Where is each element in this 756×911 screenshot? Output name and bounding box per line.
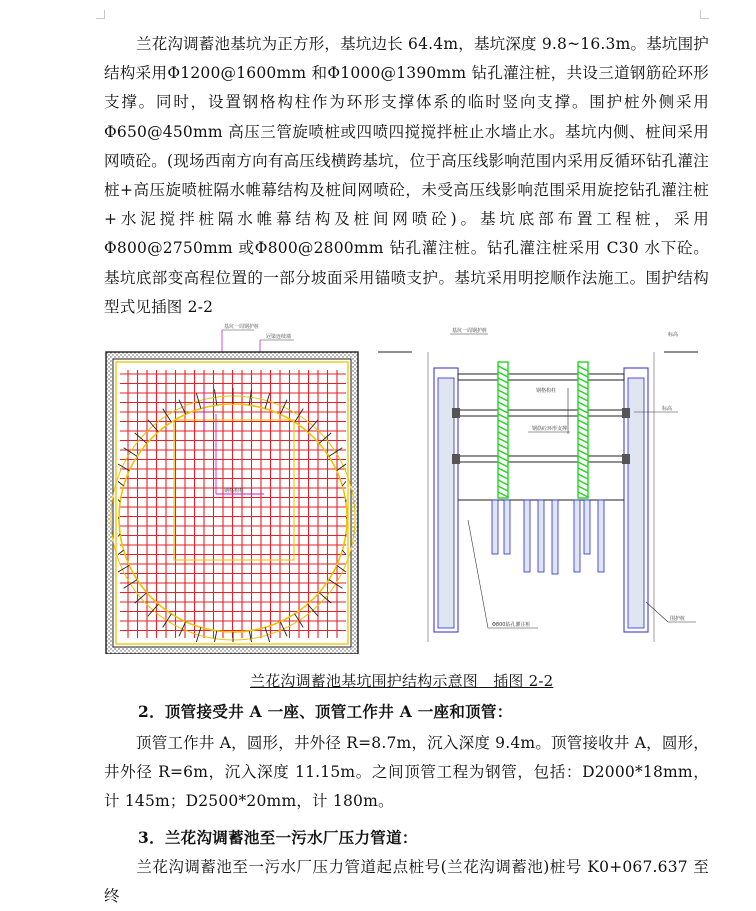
plan-view-drawing (104, 322, 366, 654)
page-margin-mark-left (96, 10, 105, 19)
body-paragraph-1 (104, 30, 709, 322)
svg-text:钢筋砼环形支撑: 钢筋砼环形支撑 (532, 425, 567, 432)
svg-text:Φ800钻孔灌注桩: Φ800钻孔灌注桩 (492, 621, 530, 628)
svg-text:基坑一周钢护桩: 基坑一周钢护桩 (224, 323, 259, 330)
figure-caption: 兰花沟调蓄池基坑围护结构示意图 插图 2-2 (250, 670, 553, 691)
svg-text:标高: 标高 (668, 331, 678, 338)
body-paragraph-2 (104, 729, 709, 817)
page-margin-mark-right (700, 10, 709, 19)
svg-text:围护桩: 围护桩 (670, 615, 685, 622)
section-view-drawing (378, 322, 698, 667)
section-heading-2: 2．顶管接受井 A 一座、顶管工作井 A 一座和顶管： (138, 700, 513, 722)
svg-text:钢格构柱: 钢格构柱 (224, 487, 244, 494)
paragraph-3-text: 兰花沟调蓄池至一污水厂压力管道起点桩号(兰花沟调蓄池)桩号 K0+067.637 至终 (104, 858, 709, 905)
section-heading-3: 3．兰花沟调蓄池至一污水厂压力管道： (138, 826, 418, 848)
svg-text:标高: 标高 (662, 405, 672, 412)
paragraph-2-text: 顶管工作井 A，圆形，井外径 R=8.7m，沉入深度 9.4m。顶管接收井 A，圆形，井外径 R=6m，沉入深度 11.15m。之间顶管工程为钢管，包括：D2000*18mm，计 145m；D2500*20mm，计 180m。 (104, 734, 709, 810)
svg-text:基坑一周钢护桩: 基坑一周钢护桩 (452, 327, 487, 334)
svg-text:冠梁连续墙: 冠梁连续墙 (266, 333, 291, 340)
svg-text:钢格构柱: 钢格构柱 (536, 387, 556, 394)
paragraph-1-text: 兰花沟调蓄池基坑为正方形，基坑边长 64.4m，基坑深度 9.8~16.3m。基坑围护结构采用Φ1200@1600mm 和Φ1000@1390mm 钻孔灌注桩，共设三道钢筋砼环形支撑。同时，设置钢格构柱作为环形支撑体系的临时竖向支撑。围护桩外侧采用Φ650@450mm 高压三管旋喷桩或四喷四搅搅拌桩止水墙止水。基坑内侧、桩间采用网喷砼。(现场西南方向有高压线横跨基坑，位于高压线影响范围内采用反循环钻孔灌注桩+高压旋喷桩隔水帷幕结构及桩间网喷砼，未受高压线影响范围采用旋挖钻孔灌注桩+水泥搅拌桩隔水帷幕结构及桩间网喷砼)。基坑底部布置工程桩，采用Φ800@2750mm 或Φ800@2800mm 钻孔灌注桩。钻孔灌注桩采用 C30 水下砼。基坑底部变高程位置的一部分坡面采用锚喷支护。基坑采用明挖顺作法施工。围护结构型式见插图 2-2 (104, 35, 709, 316)
body-paragraph-3 (104, 853, 709, 911)
